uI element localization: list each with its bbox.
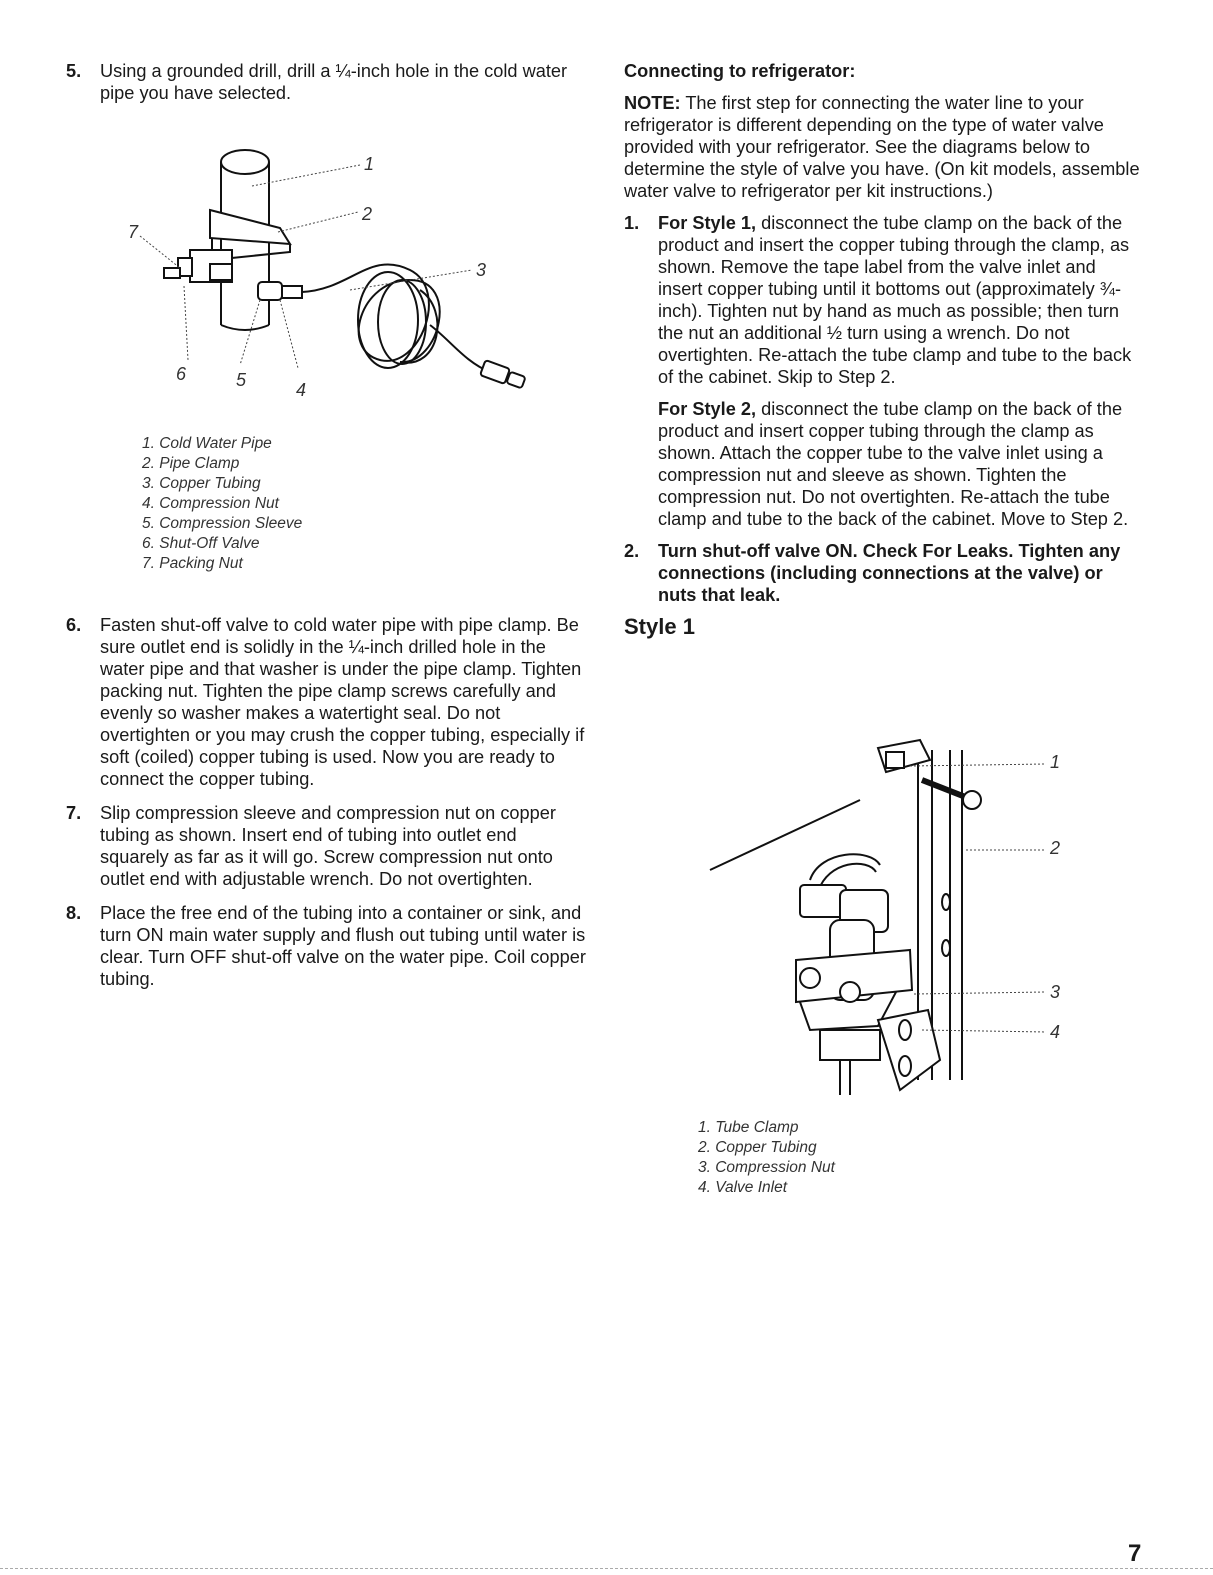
right-column [624, 60, 1144, 640]
step-2 [624, 540, 1144, 606]
fig1-legend [142, 434, 302, 574]
legend-item: 3. Copper Tubing [142, 475, 261, 492]
legend-item: 3. Compression Nut [698, 1159, 835, 1176]
legend-item: 2. Pipe Clamp [142, 455, 240, 472]
note [624, 92, 1144, 202]
step-text: Turn shut-off valve ON. Check For Leaks. Tighten any connections (including connections at the valve) or nuts that leak. [658, 541, 1121, 605]
callout-3: 3 [476, 260, 487, 280]
section-heading: Connecting to refrigerator: [624, 61, 856, 81]
step-text: Place the free end of the tubing into a container or sink, and turn ON main water supply and flush out tubing until water is clear. Turn OFF shut-off valve on the water pipe. Coil copper tubing. [100, 903, 586, 989]
legend-item: 2. Copper Tubing [698, 1139, 817, 1156]
callout-1: 1 [364, 154, 375, 174]
step-text: Fasten shut-off valve to cold water pipe with pipe clamp. Be sure outlet end is solidly in the ¼-inch drilled hole in the water pipe and that washer is under the pipe clamp. Tighten packing nut. Tighten the pipe clamp screws carefully and evenly so washer makes a watertight seal. Do not overtighten or you may crush the copper tubing, especially if soft (coiled) copper tubing is used. Now you are ready to connect the copper tubing. [100, 615, 585, 789]
step-5 [66, 60, 586, 104]
step-text: Slip compression sleeve and compression nut on copper tubing as shown. Insert end of tubing into outlet end squarely as far as it will go. Screw compression nut onto outlet end with adjustable wrench. Do not overtighten. [100, 803, 556, 889]
legend-item: 5. Compression Sleeve [142, 515, 303, 532]
legend-item: 4. Compression Nut [142, 495, 279, 512]
legend-item: 1. Tube Clamp [698, 1119, 799, 1136]
step-6 [66, 614, 586, 790]
bottom-rule [0, 1568, 1213, 1570]
step-number: 7. [66, 803, 82, 823]
step-number: 8. [66, 903, 82, 923]
step-number: 6. [66, 615, 82, 635]
callout-7: 7 [128, 222, 139, 242]
callout-2: 2 [362, 204, 373, 224]
left-steps [66, 614, 586, 990]
style2-paragraph [658, 398, 1144, 530]
left-column [66, 60, 586, 104]
callout-3: 3 [1050, 982, 1061, 1002]
callout-2: 2 [1050, 838, 1061, 858]
step-1 [624, 212, 1144, 530]
style1-paragraph [658, 212, 1144, 388]
step-8 [66, 902, 586, 990]
style1-valve-diagram [700, 730, 1080, 1100]
step-number: 5. [66, 61, 82, 81]
style2-text: disconnect the tube clamp on the back of the product and insert copper tubing through the clamp as shown. Attach the copper tube to the valve inlet using a compression nut and sleeve as shown. Tighten the compression nut. Do not overtighten. Re-attach the tube clamp and tube to the back of the cabinet. Move to Step 2. [658, 399, 1129, 529]
style1-label: For Style 1, [658, 213, 757, 233]
style-heading: Style 1 [624, 614, 695, 639]
callout-1: 1 [1050, 752, 1061, 772]
fig2-legend [698, 1118, 835, 1198]
legend-item: 7. Packing Nut [142, 555, 243, 572]
callout-4: 4 [1050, 1022, 1061, 1042]
step-text: Using a grounded drill, drill a ¼-inch hole in the cold water pipe you have selected. [100, 61, 568, 103]
style2-label: For Style 2, [658, 399, 757, 419]
legend-item: 6. Shut-Off Valve [142, 535, 260, 552]
legend-item: 4. Valve Inlet [698, 1179, 788, 1196]
shutoff-valve-diagram [120, 140, 550, 410]
step-7 [66, 802, 586, 890]
callout-5: 5 [236, 370, 247, 390]
page-number: 7 [1128, 1540, 1142, 1567]
style1-text: disconnect the tube clamp on the back of the product and insert the copper tubing through the clamp, as shown. Remove the tape label from the valve inlet and insert copper tubing until it bottoms out (approximately ¾-inch). Tighten nut by hand as much as possible; then turn the nut an additional ½ turn using a wrench. Do not overtighten. Re-attach the tube clamp and tube to the back of the cabinet. Skip to Step 2. [658, 213, 1132, 387]
callout-6: 6 [176, 364, 187, 384]
step-number: 1. [624, 213, 640, 233]
step-number: 2. [624, 541, 640, 561]
legend-item: 1. Cold Water Pipe [142, 435, 272, 452]
callout-4: 4 [296, 380, 307, 400]
note-label: NOTE: [624, 93, 681, 113]
note-text: The first step for connecting the water line to your refrigerator is different depending on the type of water valve provided with your refrigerator. See the diagrams below to determine the style of valve you have. (On kit models, assemble water valve to refrigerator per kit instructions.) [624, 93, 1140, 201]
